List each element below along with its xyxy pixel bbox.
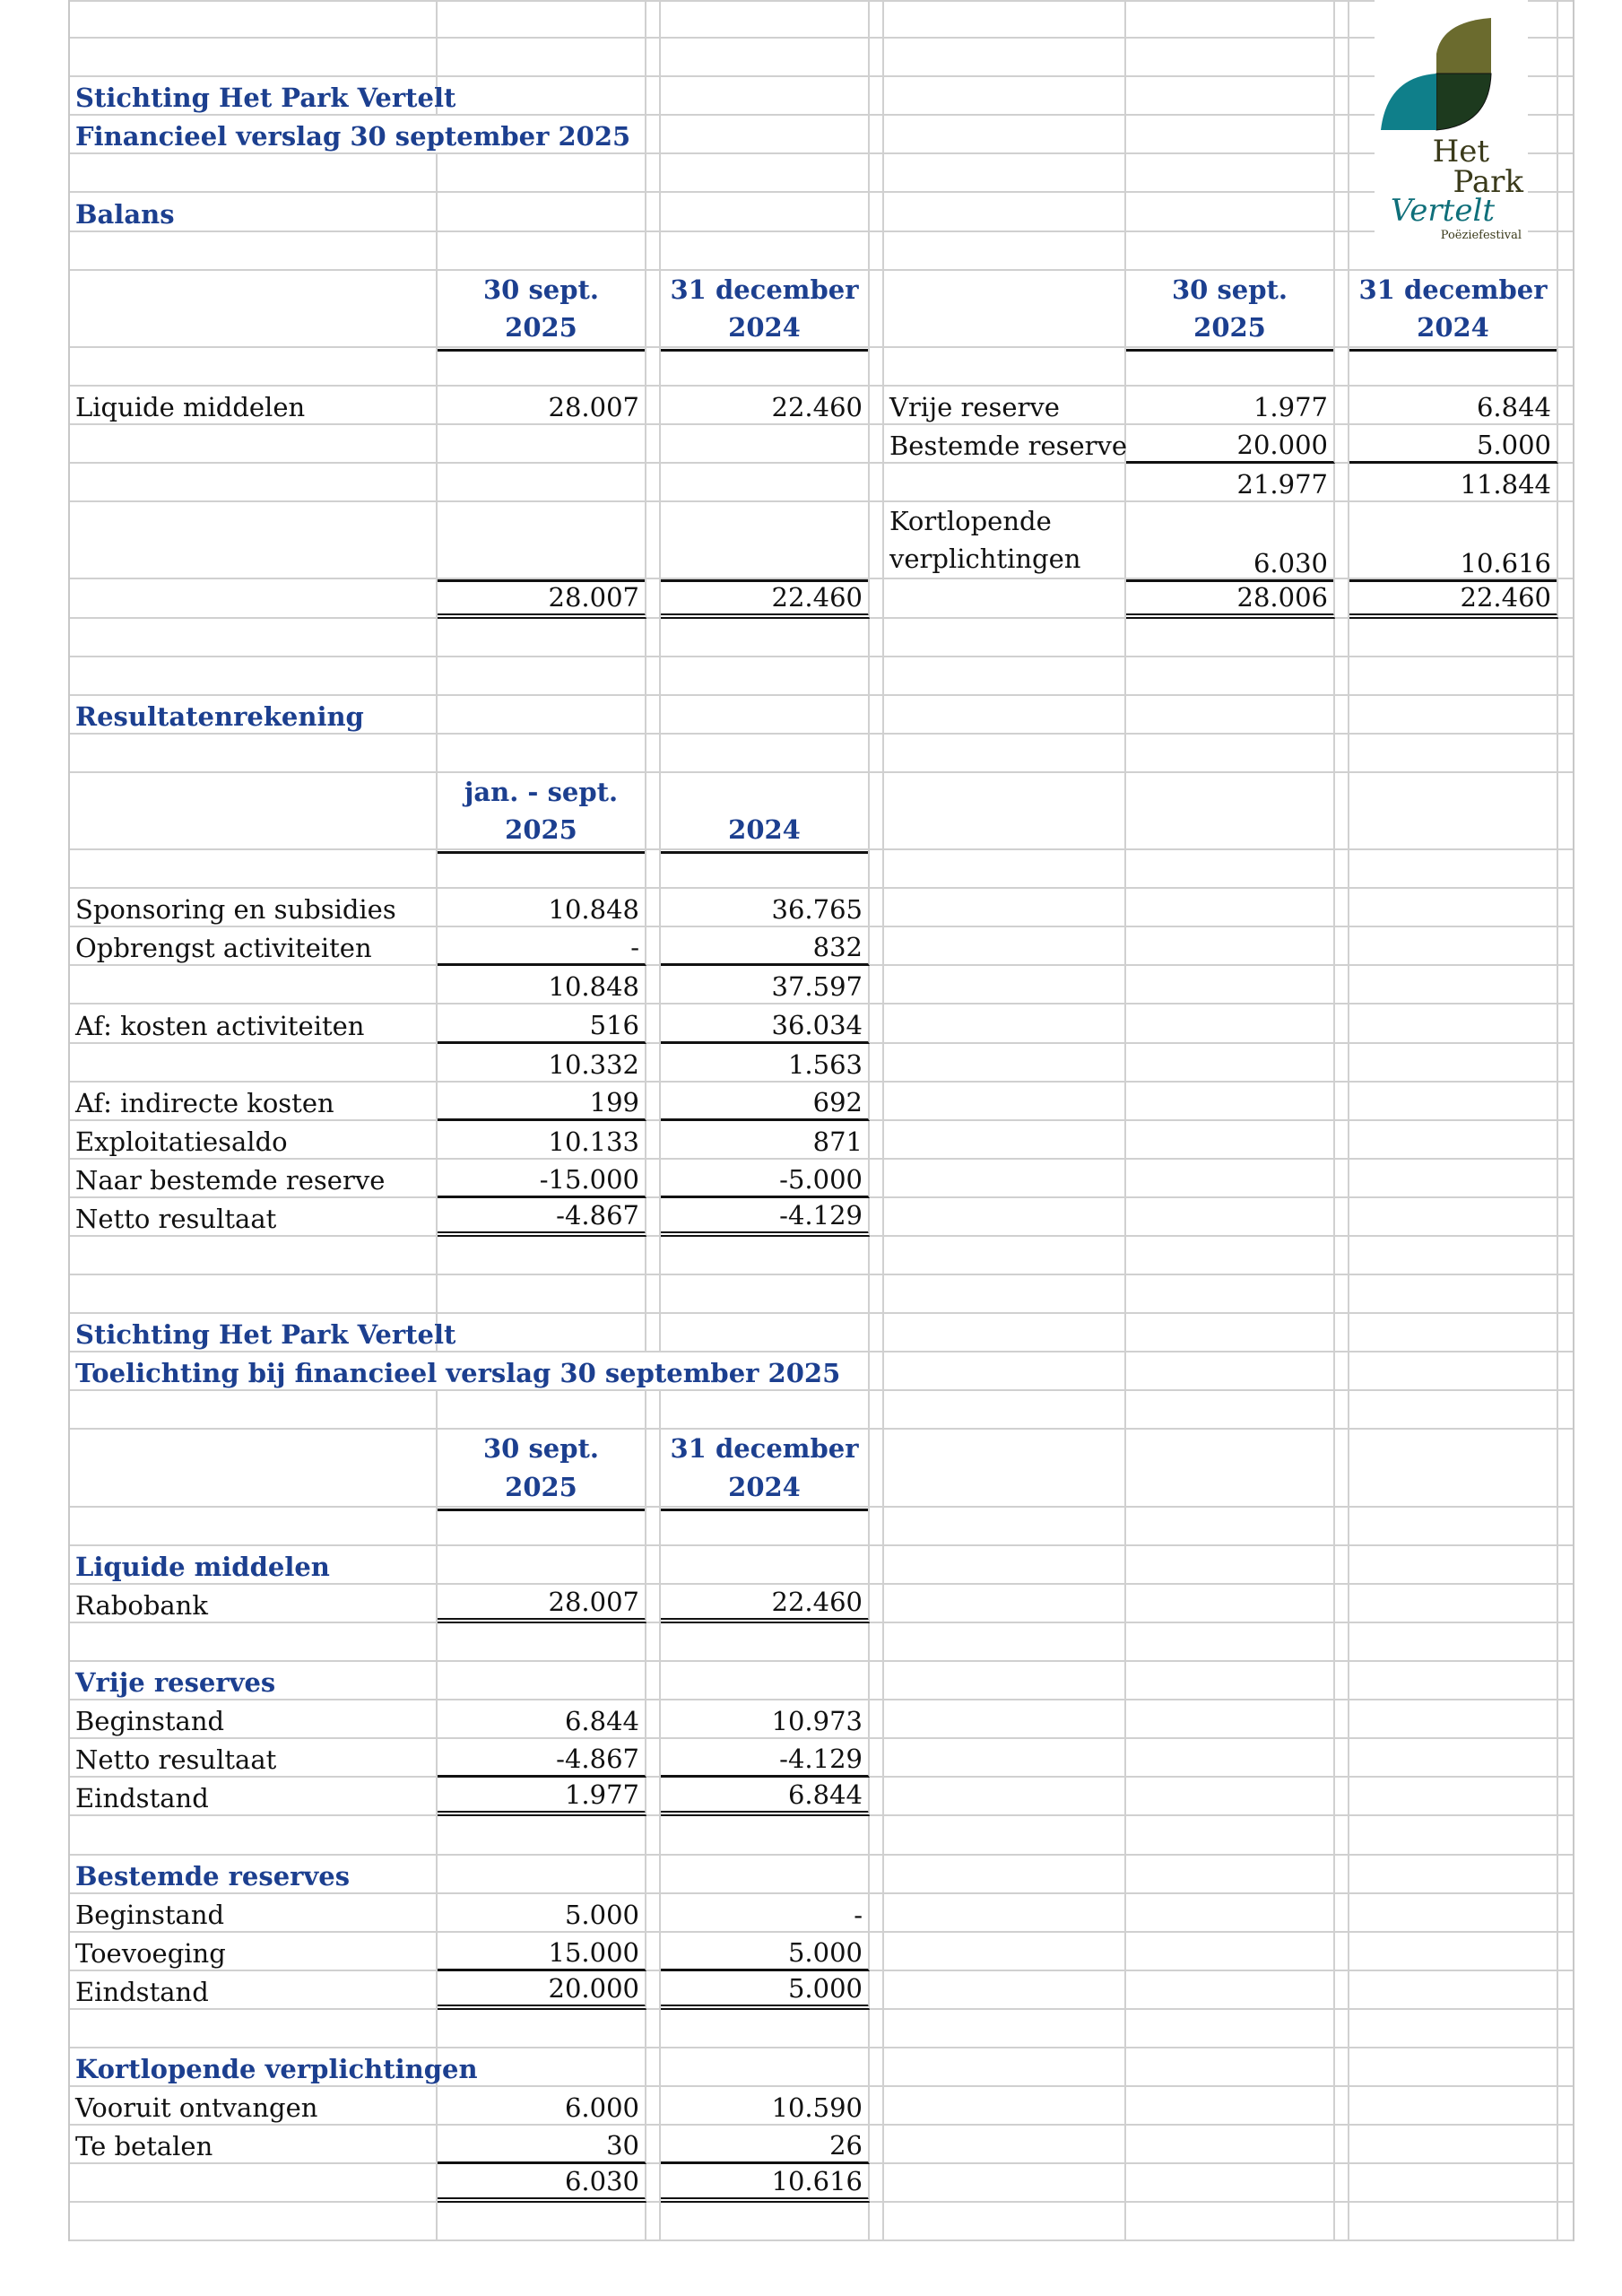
balans-column-header-row [70,271,1573,348]
table-row [70,1739,1573,1778]
toelichting-org-name: Stichting Het Park Vertelt [70,1314,438,1351]
subtotal-row [70,1044,1573,1083]
table-row [70,1121,1573,1160]
resultaten-column-header-row [70,773,1573,850]
total-row [70,1778,1573,1816]
het-park-vertelt-logo [1375,0,1528,240]
empty-row [70,154,1573,193]
row-label: Eindstand [70,1971,438,2008]
row-label [70,1044,438,1081]
row-label: Vooruit ontvangen [70,2087,438,2124]
total-row [70,1585,1573,1623]
cell-current: 10.133 [438,1121,646,1158]
resultaten-title: Resultatenrekening [70,696,438,733]
cell-prior: 10.590 [661,2087,870,2124]
cell-prior: 22.460 [661,1585,870,1623]
cell-current: 1.977 [1126,387,1335,423]
table-row [70,1160,1573,1198]
cell-prior: - [661,1894,870,1931]
row-label [70,966,438,1003]
section-title-row [70,1546,1573,1585]
title-row [70,1352,1573,1391]
cell-current: 1.977 [438,1778,646,1816]
empty-row [70,2010,1573,2048]
table-row [70,2126,1573,2164]
empty-row [70,1275,1573,1314]
cell-current: 199 [438,1083,646,1121]
cell-prior: 22.460 [661,579,870,618]
row-label: Rabobank [70,1585,438,1622]
total-row [70,2164,1573,2203]
table-row [70,425,1573,464]
cell-prior: 11.844 [1349,464,1558,500]
vrije-reserves-title: Vrije reserves [70,1662,438,1699]
row-label: Sponsoring en subsidies [70,889,438,926]
cell-prior: -5.000 [661,1160,870,1198]
cell-current: -4.867 [438,1198,646,1237]
empty-row [70,232,1573,271]
section-title-row [70,2048,1573,2087]
empty-row [70,1816,1573,1855]
cell-current: 6.030 [1126,502,1335,582]
cell-current: 20.000 [1126,425,1335,464]
cell-current: 516 [438,1004,646,1043]
section-title-row [70,696,1573,735]
table-row [70,927,1573,966]
table-row [70,1004,1573,1043]
cell-prior: 1.563 [661,1044,870,1081]
cell-prior: 6.844 [661,1778,870,1816]
section-title-row [70,1856,1573,1894]
title-row [70,1314,1573,1352]
svg-text:Vertelt: Vertelt [1390,193,1495,229]
cell-prior: 36.034 [661,1004,870,1043]
subtotal-row [70,966,1573,1004]
row-label: Exploitatiesaldo [70,1121,438,1158]
svg-text:Het: Het [1432,134,1489,170]
cell-prior: 10.616 [1349,502,1558,582]
balans-passiva-prior-header: 31 december 2024 [1349,271,1558,352]
table-row [70,1894,1573,1933]
cell-prior: 5.000 [661,1933,870,1971]
empty-row [70,1237,1573,1275]
cell-current: 6.844 [438,1700,646,1737]
total-row [70,1971,1573,2010]
empty-row [70,619,1573,657]
cell-current: 21.977 [1126,464,1335,500]
row-label: Netto resultaat [70,1198,438,1235]
cell-current: 28.007 [438,579,646,618]
cell-prior: 832 [661,927,870,966]
kortlopende-title: Kortlopende verplichtingen [70,2048,438,2085]
cell-prior: -4.129 [661,1198,870,1237]
liquide-title: Liquide middelen [70,1546,438,1583]
cell-current: 28.007 [438,387,646,423]
empty-row [70,39,1573,77]
section-title-row [70,193,1573,231]
table-row [70,2087,1573,2126]
svg-text:Poëziefestival: Poëziefestival [1440,229,1522,240]
cell-prior: 22.460 [1349,579,1558,618]
cell-current: 15.000 [438,1933,646,1971]
cell-prior: 26 [661,2126,870,2164]
empty-row [70,2203,1573,2241]
empty-row [70,348,1573,387]
balans-title: Balans [70,193,438,230]
balans-passiva-current-header: 30 sept. 2025 [1126,271,1335,352]
cell-prior: 22.460 [661,387,870,423]
row-label: Kortlopende verplichtingen [884,502,1126,580]
row-label: Opbrengst activiteiten [70,927,438,964]
empty-row [70,1623,1573,1662]
row-label: Af: kosten activiteiten [70,1004,438,1041]
cell-current: -15.000 [438,1160,646,1198]
empty-row [70,850,1573,889]
empty-row [70,657,1573,696]
cell-prior: 36.765 [661,889,870,926]
cell-current: 10.848 [438,889,646,926]
row-label: Beginstand [70,1894,438,1931]
cell-current: 6.000 [438,2087,646,2124]
cell-current: 6.030 [438,2164,646,2203]
row-label: Te betalen [70,2126,438,2162]
table-row [70,1700,1573,1739]
empty-row [70,1508,1573,1546]
total-row [70,579,1573,618]
report-title: Financieel verslag 30 september 2025 [75,121,631,152]
cell-current: 10.848 [438,966,646,1003]
row-label: Bestemde reserve [884,425,1126,462]
row-label: Eindstand [70,1778,438,1814]
cell-current: 28.007 [438,1585,646,1623]
total-row [70,1198,1573,1237]
svg-text:Park: Park [1453,164,1523,200]
table-row [70,889,1573,927]
resultaten-current-header: jan. - sept. 2025 [438,773,646,854]
cell-prior: 5.000 [1349,425,1558,464]
cell-current: 10.332 [438,1044,646,1081]
cell-prior: 5.000 [661,1971,870,2010]
cell-current: -4.867 [438,1739,646,1778]
row-label: Toevoeging [70,1933,438,1970]
cell-current: 30 [438,2126,646,2164]
resultaten-prior-header: 2024 [661,773,870,854]
leaf-logo-icon [1375,0,1528,240]
cell-current: - [438,927,646,966]
table-row [70,1083,1573,1121]
row-label: Naar bestemde reserve [70,1160,438,1196]
section-title-row [70,1662,1573,1700]
empty-row [70,0,1573,39]
spreadsheet-grid [68,0,1574,2241]
subtotal-row [70,464,1573,502]
balans-activa-current-header: 30 sept. 2025 [438,271,646,352]
cell-prior: 6.844 [1349,387,1558,423]
row-label: Netto resultaat [70,1739,438,1776]
cell-prior: -4.129 [661,1739,870,1778]
cell-current: 20.000 [438,1971,646,2010]
row-label: Beginstand [70,1700,438,1737]
table-row [70,502,1573,579]
cell-prior: 37.597 [661,966,870,1003]
toelichting-prior-header: 31 december 2024 [661,1430,870,1510]
row-label: Vrije reserve [884,387,1126,423]
toelichting-current-header: 30 sept. 2025 [438,1430,646,1510]
cell-prior: 871 [661,1121,870,1158]
cell-prior: 10.616 [661,2164,870,2203]
cell-current: 5.000 [438,1894,646,1931]
title-row [70,77,1573,116]
row-label: Af: indirecte kosten [70,1083,438,1119]
cell-current: 28.006 [1126,579,1335,618]
bestemde-reserves-title: Bestemde reserves [70,1856,438,1892]
org-name: Stichting Het Park Vertelt [70,77,438,114]
title-row [70,116,1573,154]
row-label [70,2164,438,2201]
empty-row [70,1391,1573,1430]
table-row [70,387,1573,425]
row-label: Liquide middelen [70,387,438,423]
toelichting-title: Toelichting bij financieel verslag 30 september 2025 [75,1358,841,1389]
toelichting-column-header-row [70,1430,1573,1507]
cell-prior: 692 [661,1083,870,1121]
table-row [70,1933,1573,1971]
cell-prior: 10.973 [661,1700,870,1737]
balans-activa-prior-header: 31 december 2024 [661,271,870,352]
empty-row [70,735,1573,773]
